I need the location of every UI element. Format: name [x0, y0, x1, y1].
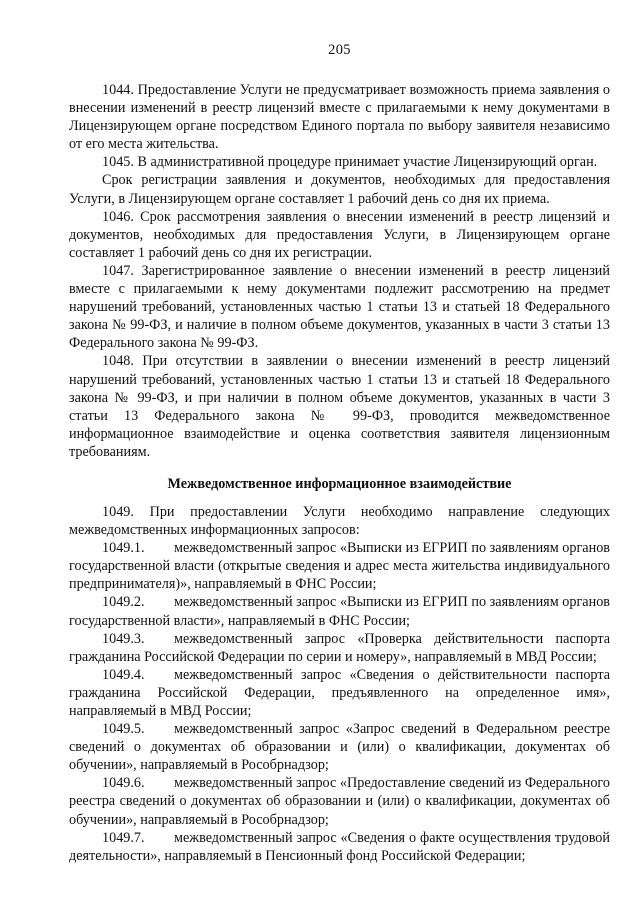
item-text: межведомственный запрос «Выписки из ЕГРИП по заявлениям органов государственной власти», направляемый в ФНС России; [69, 594, 610, 629]
list-item-1049-1 [69, 539, 610, 593]
list-item-1049-4 [69, 666, 610, 720]
item-text: межведомственный запрос «Проверка действительности паспорта гражданина Российской Федерации по серии и номеру», направляемый в МВД России; [69, 630, 610, 665]
item-number: 1049.5. [102, 721, 145, 738]
item-text: межведомственный запрос «Предоставление сведений из Федерального реестра сведений о документах об образовании и (или) о квалификации, документах об обучении», направляемый в Рособрнадзор; [69, 775, 610, 828]
item-text: межведомственный запрос «Сведения о действительности паспорта гражданина Российской Федерации, предъявленного на определенное имя», направляемый в МВД России; [69, 666, 610, 719]
item-text: межведомственный запрос «Сведения о факте осуществления трудовой деятельности», направляемый в Пенсионный фонд Российской Федерации; [69, 829, 610, 864]
list-item-1049-6 [69, 774, 610, 828]
item-number: 1049.4. [102, 666, 145, 683]
item-number: 1049.7. [102, 829, 145, 846]
item-number: 1049.2. [102, 594, 145, 611]
item-number: 1049.3. [102, 630, 145, 647]
list-item-1049-5 [69, 720, 610, 774]
section-heading: Межведомственное информационное взаимодействие [167, 475, 512, 492]
page-number: 205 [328, 42, 351, 58]
item-text: межведомственный запрос «Запрос сведений в Федеральном реестре сведений о документах об образовании и (или) о квалификации, документах об обучении», направляемый в Рособрнадзор; [69, 721, 610, 774]
paragraph-registration-term: Срок регистрации заявления и документов, необходимых для предоставления Услуги, в Лицензирующем органе составляет 1 рабочий день со дня их приема. [69, 172, 610, 207]
item-number: 1049.6. [102, 775, 145, 792]
paragraph-1046: 1046. Срок рассмотрения заявления о внесении изменений в реестр лицензий и документов, необходимых для предоставления Услуги, в Лицензирующем органе составляет 1 рабочий день со дня их регистрации. [69, 208, 610, 261]
paragraph-1048: 1048. При отсутствии в заявлении о внесении изменений в реестр лицензий нарушений требований, установленных частью 1 статьи 13 и статьей 18 Федерального закона № 99-ФЗ, и при наличии в полном объеме документов, указанных в части 3 статьи 13 Федерального закона № 99-ФЗ, проводится межведомственное информационное взаимодействие и оценка соответствия заявителя лицензионным требованиям. [69, 353, 610, 460]
item-text: межведомственный запрос «Выписки из ЕГРИП по заявлениям органов государственной власти (открытые сведения и адрес места жительства индивидуального предпринимателя)», направляемый в ФНС России; [69, 540, 610, 593]
paragraph-1044: 1044. Предоставление Услуги не предусматривает возможность приема заявления о внесении изменений в реестр лицензий вместе с прилагаемыми к нему документами в Лицензирующем органе посредством Единого портала по выбору заявителя независимо от его места жительства. [69, 82, 610, 153]
paragraph-1045: 1045. В административной процедуре принимает участие Лицензирующий орган. [102, 154, 598, 171]
item-number: 1049.1. [102, 540, 145, 557]
list-item-1049-7 [69, 829, 610, 865]
list-item-1049-3 [69, 630, 610, 666]
list-item-1049-2 [69, 593, 610, 629]
paragraph-1049-intro: 1049. При предоставлении Услуги необходимо направление следующих межведомственных информационных запросов: [69, 503, 610, 539]
paragraph-1047: 1047. Зарегистрированное заявление о внесении изменений в реестр лицензий вместе с прилагаемыми к нему документами подлежит рассмотрению на предмет нарушений требований, установленных частью 1 статьи 13 и статьей 18 Федерального закона № 99-ФЗ, и наличие в полном объеме документов, указанных в части 3 статьи 13 Федерального закона № 99-ФЗ. [69, 262, 610, 352]
